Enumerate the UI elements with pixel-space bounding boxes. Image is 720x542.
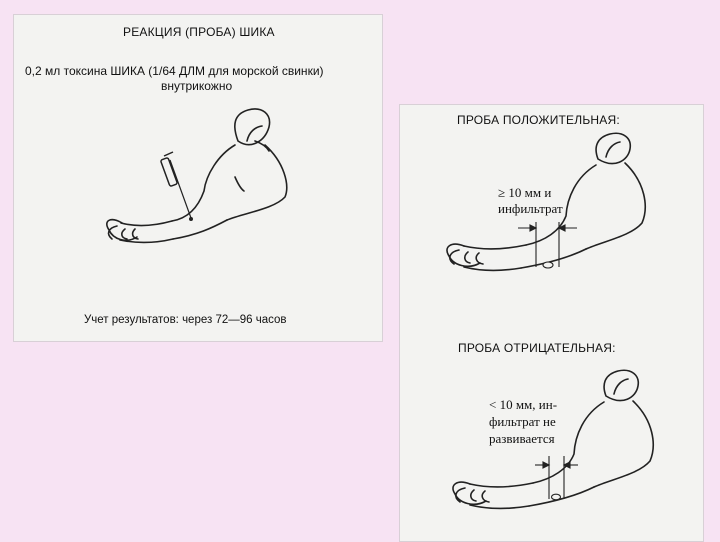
syringe-icon xyxy=(160,152,193,221)
negative-title: ПРОБА ОТРИЦАТЕЛЬНАЯ: xyxy=(458,341,616,355)
arm-injection-illustration xyxy=(14,15,382,341)
dose-text-line-2: внутрикожно xyxy=(161,79,233,93)
test-results-panel xyxy=(399,104,704,542)
negative-criteria-line-3: развивается xyxy=(489,431,555,446)
dose-text-line-1: 0,2 мл токсина ШИКА (1/64 ДЛМ для морской свинки) xyxy=(25,64,324,78)
negative-criteria-line-1: < 10 мм, ин- xyxy=(489,397,558,412)
positive-criteria-line-1: ≥ 10 мм и xyxy=(498,185,552,200)
positive-criteria-line-2: инфильтрат xyxy=(498,201,563,216)
shick-test-panel xyxy=(13,14,383,342)
negative-arm-illustration xyxy=(400,105,703,541)
left-title: РЕАКЦИЯ (ПРОБА) ШИКА xyxy=(123,25,275,39)
result-time-note: Учет результатов: через 72—96 часов xyxy=(84,314,287,326)
negative-criteria-line-2: фильтрат не xyxy=(489,414,556,429)
positive-title: ПРОБА ПОЛОЖИТЕЛЬНАЯ: xyxy=(457,113,620,127)
